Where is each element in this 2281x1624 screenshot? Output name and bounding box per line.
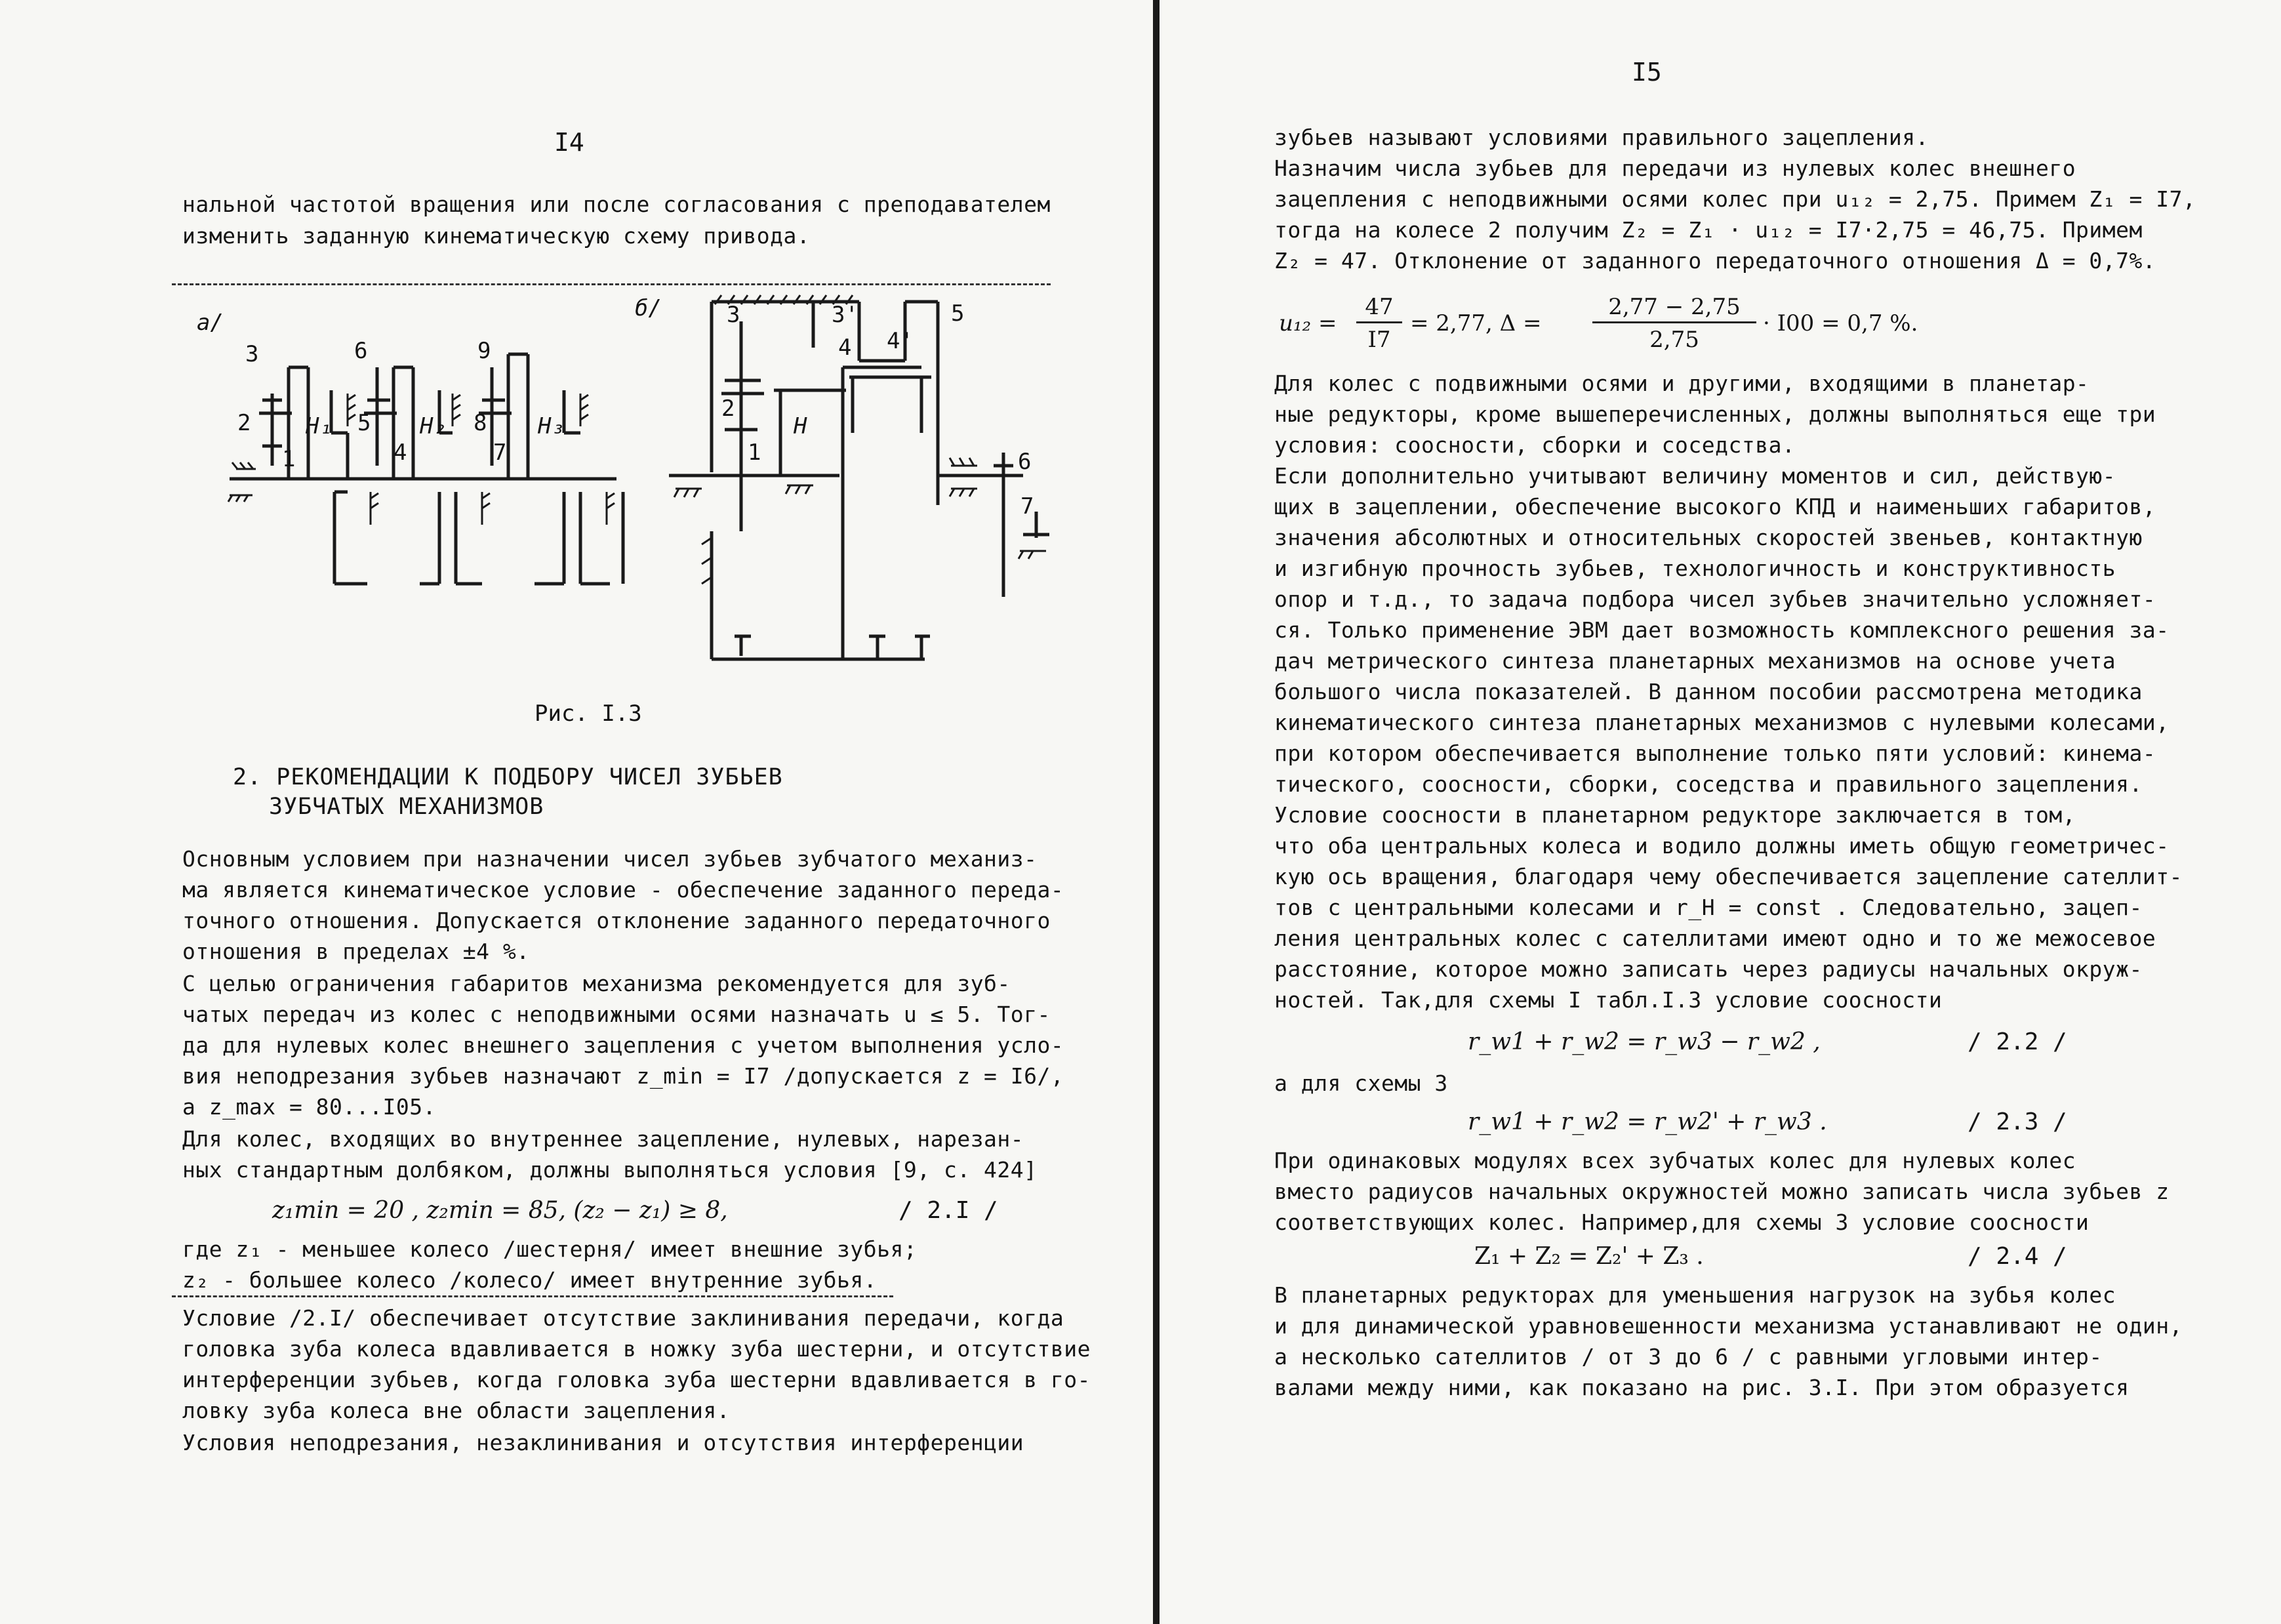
text-line: Если дополнительно учитывают величину моментов и сил, действую- bbox=[1274, 463, 2116, 489]
body-line: Для колес, входящих во внутреннее зацепление, нулевых, нарезан- bbox=[182, 1126, 1024, 1152]
tail-line: Условие /2.I/ обеспечивает отсутствие заклинивания передачи, когда bbox=[182, 1305, 1064, 1331]
fraction-den-1: I7 bbox=[1367, 327, 1391, 353]
body-line: С целью ограничения габаритов механизма рекомендуется для зуб- bbox=[182, 971, 1011, 996]
text-line: вместо радиусов начальных окружностей можно записать числа зубьев z bbox=[1274, 1179, 2170, 1204]
fig-a-label: 5 bbox=[357, 410, 371, 436]
equation-2-3-number: / 2.3 / bbox=[1968, 1108, 2067, 1135]
text-line: а несколько сателлитов / от 3 до 6 / с равными угловыми интер- bbox=[1274, 1344, 2103, 1370]
body-line: вия неподрезания зубьев назначают z_min = I7 /допускается z = I6/, bbox=[182, 1063, 1064, 1089]
fraction-bar-2 bbox=[1592, 321, 1756, 323]
text-line: ностей. Так,для схемы I табл.I.3 условие соосности bbox=[1274, 987, 1943, 1013]
fig-b-label: 2 bbox=[721, 396, 735, 422]
text-line: Назначим числа зубьев для передачи из нулевых колес внешнего bbox=[1274, 155, 2076, 181]
intro-line: изменить заданную кинематическую схему привода. bbox=[182, 223, 811, 249]
fig-a-label: 6 bbox=[354, 338, 368, 364]
text-line: расстояние, которое можно записать через радиусы начальных окруж- bbox=[1274, 956, 2143, 982]
text-line: В планетарных редукторах для уменьшения нагрузок на зубья колес bbox=[1274, 1282, 2116, 1308]
fraction-bar-1 bbox=[1356, 321, 1402, 323]
tail-line: головка зуба колеса вдавливается в ножку зуба шестерни, и отсутствие bbox=[182, 1336, 1091, 1362]
where-line: где z₁ - меньшее колесо /шестерня/ имеет внешние зубья; bbox=[182, 1236, 918, 1262]
text-line: Z₂ = 47. Отклонение от заданного передаточного отношения Δ = 0,7%. bbox=[1274, 248, 2156, 274]
fig-a-label: H₃ bbox=[538, 413, 565, 439]
body-line: чатых передач из колес с неподвижными осями назначать u ≤ 5. Тог- bbox=[182, 1002, 1051, 1027]
text-line: зубьев называют условиями правильного зацепления. bbox=[1274, 125, 1929, 150]
text-line: и для динамической уравновешенности механизма устанавливают не один, bbox=[1274, 1313, 2183, 1339]
body-line: отношения в пределах ±4 %. bbox=[182, 939, 530, 964]
equation-2-1: z₁min = 20 , z₂min = 85, (z₂ − z₁) ≥ 8, bbox=[272, 1197, 728, 1224]
text-line: значения абсолютных и относительных скоростей звеньев, контактную bbox=[1274, 525, 2143, 550]
fig-b-label: 3' bbox=[832, 302, 858, 328]
fraction-tail: · I00 = 0,7 %. bbox=[1763, 310, 1918, 336]
equation-2-4: Z₁ + Z₂ = Z₂' + Z₃ . bbox=[1474, 1243, 1704, 1270]
figure-caption: Рис. I.3 bbox=[535, 700, 642, 727]
fig-b-label: 4 bbox=[838, 335, 852, 361]
text-line: валами между ними, как показано на рис. 3.I. При этом образуется bbox=[1274, 1375, 2130, 1400]
equation-2-1-number: / 2.I / bbox=[898, 1197, 998, 1224]
fig-a-label: 7 bbox=[493, 439, 507, 466]
fig-b-label: 7 bbox=[1020, 493, 1034, 519]
intro-line: нальной частотой вращения или после согласования с преподавателем bbox=[182, 192, 1051, 217]
fig-b-label: 1 bbox=[748, 439, 761, 466]
body-line: ных стандартным долбяком, должны выполняться условия [9, с. 424] bbox=[182, 1157, 1038, 1183]
fig-a-label: 4 bbox=[394, 439, 407, 466]
figure-label-a: а/ bbox=[197, 310, 224, 336]
text-line: Для колес с подвижными осями и другими, входящими в планетар- bbox=[1274, 371, 2089, 396]
text-line: тов с центральными колесами и r_H = const . Следовательно, зацеп- bbox=[1274, 895, 2143, 920]
fig-a-label: H₁ bbox=[306, 413, 333, 439]
text-line: щих в зацеплении, обеспечение высокого КПД и наименьших габаритов, bbox=[1274, 494, 2156, 519]
fig-b-label: 6 bbox=[1018, 449, 1032, 475]
page-number-right: I5 bbox=[1632, 58, 1662, 87]
fig-b-label: H bbox=[794, 413, 807, 439]
body-line: да для нулевых колес внешнего зацепления с учетом выполнения усло- bbox=[182, 1032, 1064, 1058]
text-line: что оба центральных колеса и водило должны иметь общую геометричес- bbox=[1274, 833, 2170, 859]
equation-2-3: r_w1 + r_w2 = r_w2' + r_w3 . bbox=[1468, 1108, 1827, 1135]
fig-a-label: 2 bbox=[237, 410, 251, 436]
fraction-middle: = 2,77, Δ = bbox=[1410, 310, 1542, 336]
body-line: точного отношения. Допускается отклонение заданного передаточного bbox=[182, 908, 1051, 933]
fraction-u-label: u₁₂ = bbox=[1279, 310, 1337, 336]
body-line: а z_max = 80...I05. bbox=[182, 1094, 436, 1120]
text-line: кинематического синтеза планетарных механизмов с нулевыми колесами, bbox=[1274, 710, 2170, 735]
tail-line: ловку зуба колеса вне области зацепления. bbox=[182, 1398, 731, 1423]
right-page bbox=[1160, 0, 2281, 1624]
fig-a-label: 9 bbox=[477, 338, 491, 364]
page-number-left: I4 bbox=[554, 128, 584, 157]
where-line: z₂ - большее колесо /колесо/ имеет внутренние зубья. bbox=[182, 1267, 878, 1293]
kinematic-scheme-b bbox=[656, 289, 1089, 682]
body-line: ма является кинематическое условие - обеспечение заданного переда- bbox=[182, 877, 1064, 903]
text-line: большого числа показателей. В данном пособии рассмотрена методика bbox=[1274, 679, 2143, 704]
fraction-num-1: 47 bbox=[1365, 294, 1394, 320]
fig-a-label: H₂ bbox=[420, 413, 447, 439]
kinematic-scheme-a bbox=[216, 315, 636, 656]
tail-line: интерференции зубьев, когда головка зуба шестерни вдавливается в го- bbox=[182, 1367, 1091, 1392]
section-heading: 2. РЕКОМЕНДАЦИИ К ПОДБОРУ ЧИСЕЛ ЗУБЬЕВ bbox=[233, 764, 783, 790]
text-line: условия: соосности, сборки и соседства. bbox=[1274, 432, 1796, 458]
text-line: опор и т.д., то задача подбора чисел зубьев значительно усложняет- bbox=[1274, 586, 2156, 612]
text-line: Условие соосности в планетарном редукторе заключается в том, bbox=[1274, 802, 2076, 828]
fig-a-label: 8 bbox=[474, 410, 487, 436]
fraction-den-2: 2,75 bbox=[1649, 327, 1699, 353]
text-line: ся. Только применение ЭВМ дает возможность комплексного решения за- bbox=[1274, 617, 2170, 643]
text-line: а для схемы 3 bbox=[1274, 1070, 1448, 1096]
body-line: Основным условием при назначении чисел зубьев зубчатого механиз- bbox=[182, 846, 1038, 872]
text-line: соответствующих колес. Например,для схемы 3 условие соосности bbox=[1274, 1209, 2089, 1235]
equation-2-2: r_w1 + r_w2 = r_w3 − r_w2 , bbox=[1468, 1028, 1821, 1055]
text-line: дач метрического синтеза планетарных механизмов на основе учета bbox=[1274, 648, 2116, 674]
text-line: При одинаковых модулях всех зубчатых колес для нулевых колес bbox=[1274, 1148, 2076, 1173]
fraction-num-2: 2,77 − 2,75 bbox=[1608, 294, 1741, 320]
equation-2-4-number: / 2.4 / bbox=[1968, 1243, 2067, 1270]
section-heading: ЗУБЧАТЫХ МЕХАНИЗМОВ bbox=[269, 794, 544, 820]
text-line: ления центральных колес с сателлитами имеют одно и то же межосевое bbox=[1274, 925, 2156, 951]
equation-2-2-number: / 2.2 / bbox=[1968, 1028, 2067, 1055]
text-line: тогда на колесе 2 получим Z₂ = Z₁ · u₁₂ = I7·2,75 = 46,75. Примем bbox=[1274, 217, 2143, 243]
fig-b-label: 5 bbox=[951, 300, 965, 327]
text-line: ные редукторы, кроме вышеперечисленных, должны выполняться еще три bbox=[1274, 401, 2156, 427]
fig-a-label: 1 bbox=[282, 446, 296, 472]
text-line: зацепления с неподвижными осями колес при u₁₂ = 2,75. Примем Z₁ = I7, bbox=[1274, 186, 2196, 212]
fig-a-label: 3 bbox=[245, 341, 259, 367]
separator-dashed bbox=[172, 1295, 893, 1297]
text-line: при котором обеспечивается выполнение только пяти условий: кинема- bbox=[1274, 741, 2156, 766]
text-line: тического, соосности, сборки, соседства и правильного зацепления. bbox=[1274, 771, 2143, 797]
fig-b-label: 4' bbox=[887, 328, 914, 354]
text-line: и изгибную прочность зубьев, технологичность и конструктивность bbox=[1274, 556, 2116, 581]
fig-b-label: 3 bbox=[727, 302, 740, 328]
figure-label-b: б/ bbox=[635, 295, 662, 321]
text-line: кую ось вращения, благодаря чему обеспечивается зацепление сателлит- bbox=[1274, 864, 2183, 889]
separator-dashed bbox=[172, 283, 1051, 285]
tail-line: Условия неподрезания, незаклинивания и отсутствия интерференции bbox=[182, 1430, 1024, 1455]
